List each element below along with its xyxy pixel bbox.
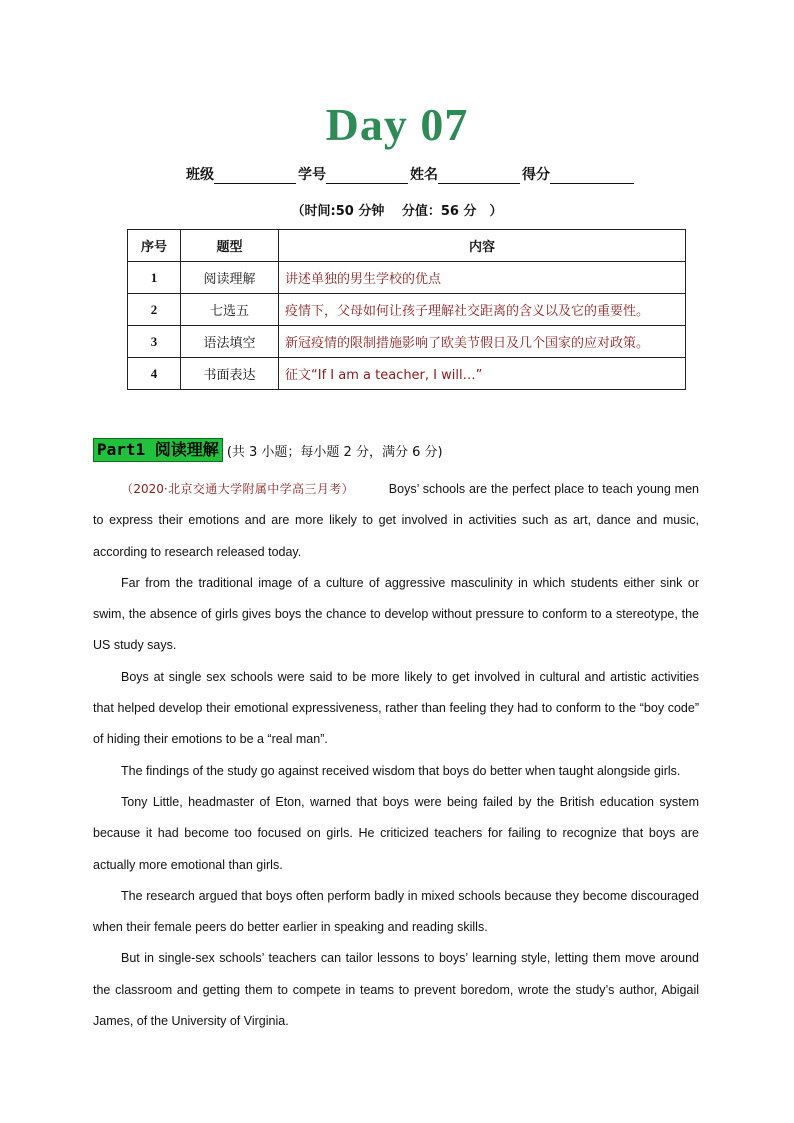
- row-num: 3: [128, 326, 181, 358]
- score-label: 得分: [522, 167, 550, 183]
- header-type: 题型: [181, 230, 279, 262]
- name-blank[interactable]: [438, 169, 520, 184]
- class-label: 班级: [186, 167, 214, 183]
- row-num: 1: [128, 262, 181, 294]
- table-row: [128, 326, 686, 358]
- header-content: 内容: [279, 230, 686, 262]
- passage-paragraph-4: The findings of the study go against received wisdom that boys do better when taught alongside girls.: [121, 763, 681, 778]
- row-type: 语法填空: [181, 326, 279, 358]
- name-label: 姓名: [410, 167, 438, 183]
- paragraph-text: Boys’ schools are the perfect place to teach young men to express their emotions and are more likely to get involved in activities such as art, dance and music, according to research released today.: [93, 482, 699, 559]
- part1-badge: Part1 阅读理解: [93, 438, 223, 462]
- passage-paragraph-3: Boys at single sex schools were said to be more likely to get involved in cultural and artistic activities that helped develop their emotional expressiveness, rather than feeling they had to conform to the “boy code” of hiding their emotions to be a “real man”.: [93, 669, 699, 747]
- row-content: 新冠疫情的限制措施影响了欧美节假日及几个国家的应对政策。: [279, 326, 686, 358]
- table-row: [128, 262, 686, 294]
- passage-source: （2020·北京交通大学附属中学高三月考）: [121, 482, 355, 496]
- table-row: [128, 294, 686, 326]
- student-info-line: [186, 164, 646, 184]
- reading-passage: [93, 474, 699, 1037]
- student-no-label: 学号: [298, 167, 326, 183]
- passage-paragraph-2: Far from the traditional image of a culture of aggressive masculinity in which students either sink or swim, the absence of girls gives boys the chance to develop without pressure to conform to a stereotype, the US study says.: [93, 575, 699, 653]
- row-content: 讲述单独的男生学校的优点: [279, 262, 686, 294]
- passage-paragraph-7: But in single-sex schools’ teachers can tailor lessons to boys’ learning style, letting them move around the classroom and getting them to compete in teams to prevent boredom, wrote the study’s author, Abigail James, of the University of Virginia.: [93, 951, 699, 1029]
- passage-paragraph-5: Tony Little, headmaster of Eton, warned that boys were being failed by the British education system because it had become too focused on girls. He criticized teachers for failing to recognize that boys are actually more emotional than girls.: [93, 794, 699, 872]
- row-type: 七选五: [181, 294, 279, 326]
- passage-paragraph-6: The research argued that boys often perform badly in mixed schools because they become discouraged when their female peers do better earlier in speaking and reading skills.: [93, 888, 699, 935]
- score-blank[interactable]: [550, 169, 634, 184]
- header-num: 序号: [128, 230, 181, 262]
- row-content: 征文“If I am a teacher, I will…”: [279, 358, 686, 390]
- class-blank[interactable]: [214, 169, 296, 184]
- row-type: 阅读理解: [181, 262, 279, 294]
- time-score-line: （时间:50 分钟 分值：56 分 ）: [291, 204, 503, 219]
- row-num: 2: [128, 294, 181, 326]
- contents-table: [127, 229, 686, 390]
- row-num: 4: [128, 358, 181, 390]
- row-type: 书面表达: [181, 358, 279, 390]
- table-header-row: [128, 230, 686, 262]
- part1-heading: [93, 438, 443, 462]
- part1-note: (共 3 小题；每小题 2 分，满分 6 分): [226, 444, 443, 460]
- row-content: 疫情下，父母如何让孩子理解社交距离的含义以及它的重要性。: [279, 294, 686, 326]
- passage-paragraph-1: [93, 474, 699, 568]
- page-title: Day 07: [325, 99, 469, 150]
- student-no-blank[interactable]: [326, 169, 408, 184]
- table-row: [128, 358, 686, 390]
